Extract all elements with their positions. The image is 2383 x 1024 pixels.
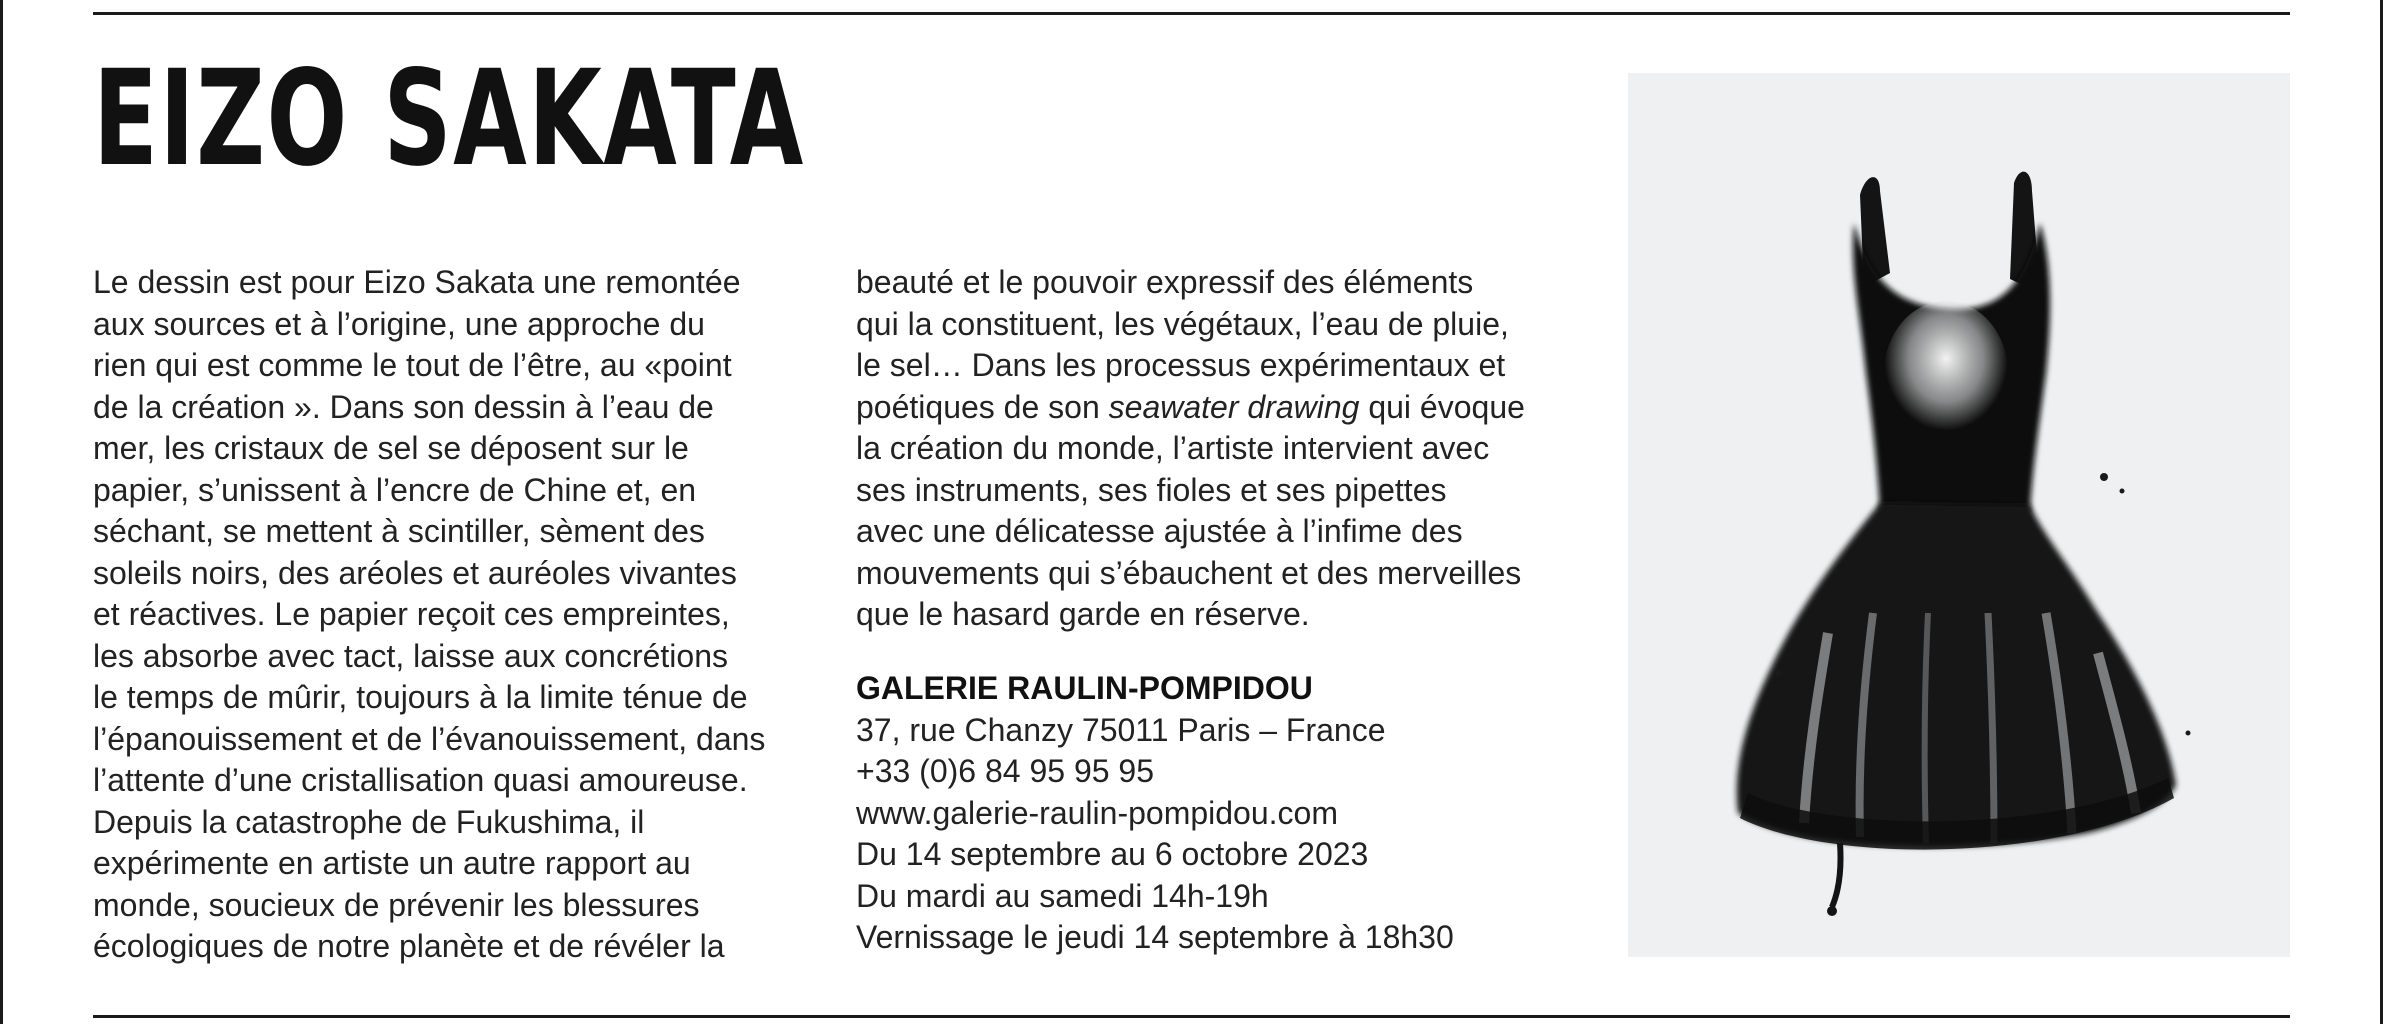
body-line: le temps de mûrir, toujours à la limite ténue de	[93, 679, 748, 715]
article-column-right	[856, 262, 1576, 636]
body-line	[856, 387, 1576, 429]
body-line: Le dessin est pour Eizo Sakata une remontée	[93, 264, 741, 300]
body-line: le sel… Dans les processus expérimentaux et	[856, 347, 1506, 383]
artwork-image	[1628, 73, 2290, 957]
body-line: séchant, se mettent à scintiller, sèment des	[93, 513, 705, 549]
body-text: poétiques de son	[856, 388, 1109, 425]
body-line: que le hasard garde en réserve.	[856, 596, 1310, 632]
gallery-address: 37, rue Chanzy 75011 Paris – France	[856, 711, 1386, 748]
body-text: qui évoque	[1359, 388, 1525, 425]
body-line: les absorbe avec tact, laisse aux concrétions	[93, 637, 728, 674]
body-line: de la création ». Dans son dessin à l’eau de	[93, 388, 714, 425]
ink-dress-drawing	[1628, 73, 2290, 957]
body-line: l’épanouissement et de l’évanouissement, dans	[93, 720, 766, 757]
page-frame-left	[0, 0, 3, 1024]
gallery-website: www.galerie-raulin-pompidou.com	[856, 794, 1338, 831]
gallery-name: GALERIE RAULIN-POMPIDOU	[856, 670, 1313, 706]
body-line: l’attente d’une cristallisation quasi amoureuse.	[93, 762, 748, 798]
body-line: avec une délicatesse ajustée à l’infime des	[856, 513, 1463, 549]
body-line: beauté et le pouvoir expressif des éléments	[856, 264, 1474, 300]
gallery-info	[856, 668, 1454, 959]
body-line: aux sources et à l’origine, une approche du	[93, 305, 705, 342]
body-line: soleils noirs, des aréoles et auréoles vivantes	[93, 554, 737, 591]
bottom-rule	[93, 1015, 2290, 1018]
artwork-series-title: seawater drawing	[1108, 388, 1360, 425]
top-rule	[93, 12, 2290, 15]
article-column-left	[93, 262, 793, 968]
body-line: la création du monde, l’artiste intervient avec	[856, 430, 1490, 466]
body-line: expérimente en artiste un autre rapport au	[93, 845, 691, 881]
exhibition-dates: Du 14 septembre au 6 octobre 2023	[856, 836, 1369, 872]
body-line: mouvements qui s’ébauchent et des merveilles	[856, 554, 1522, 591]
article-title: EIZO SAKATA	[93, 42, 805, 196]
opening-reception: Vernissage le jeudi 14 septembre à 18h30	[856, 919, 1454, 955]
opening-hours: Du mardi au samedi 14h-19h	[856, 877, 1269, 914]
body-line: rien qui est comme le tout de l’être, au «point	[93, 347, 732, 383]
body-line: monde, soucieux de prévenir les blessures	[93, 886, 700, 923]
body-line: qui la constituent, les végétaux, l’eau de pluie,	[856, 305, 1509, 342]
body-line: papier, s’unissent à l’encre de Chine et, en	[93, 471, 697, 508]
body-line: Depuis la catastrophe de Fukushima, il	[93, 803, 645, 840]
body-line: et réactives. Le papier reçoit ces empreintes,	[93, 596, 730, 632]
body-line: écologiques de notre planète et de révéler la	[93, 928, 725, 964]
gallery-phone: +33 (0)6 84 95 95 95	[856, 753, 1155, 789]
body-line: mer, les cristaux de sel se déposent sur le	[93, 430, 689, 466]
body-line: ses instruments, ses fioles et ses pipettes	[856, 471, 1447, 508]
